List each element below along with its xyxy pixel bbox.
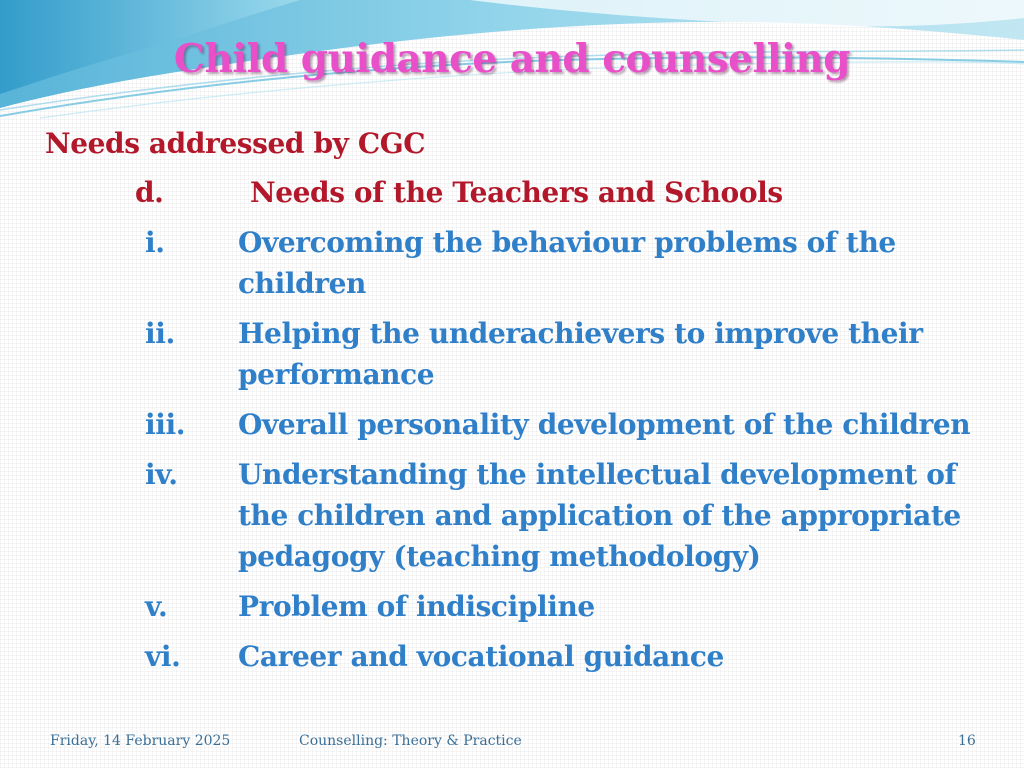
list-item <box>145 222 1005 304</box>
list-item-marker: i. <box>145 226 165 259</box>
section-heading: Needs addressed by CGC <box>45 127 426 160</box>
sub-heading-text: Needs of the Teachers and Schools <box>250 176 783 209</box>
list-item <box>145 454 1005 577</box>
list-item <box>145 586 1005 627</box>
list-item-text: Helping the underachievers to improve their performance <box>238 317 923 391</box>
footer-course-title: Counselling: Theory & Practice <box>299 733 522 749</box>
list-item <box>145 404 1005 445</box>
footer-date: Friday, 14 February 2025 <box>50 733 231 749</box>
needs-list <box>145 222 1005 686</box>
list-item-text: Problem of indiscipline <box>238 590 595 623</box>
list-item <box>145 636 1005 677</box>
slide-title: Child guidance and counselling <box>173 36 851 82</box>
list-item-text: Understanding the intellectual development of the children and application of the appropriate pedagogy (teaching methodology) <box>238 458 961 573</box>
list-item-marker: iv. <box>145 458 178 491</box>
list-item-marker: iii. <box>145 408 186 441</box>
list-item-marker: ii. <box>145 317 175 350</box>
list-item-text: Overcoming the behaviour problems of the children <box>238 226 896 300</box>
list-item-marker: v. <box>145 590 168 623</box>
list-item <box>145 313 1005 395</box>
list-item-marker: vi. <box>145 640 181 673</box>
list-item-text: Career and vocational guidance <box>238 640 724 673</box>
page-number: 16 <box>958 733 976 749</box>
sub-heading-marker: d. <box>135 176 164 209</box>
list-item-text: Overall personality development of the children <box>238 408 971 441</box>
